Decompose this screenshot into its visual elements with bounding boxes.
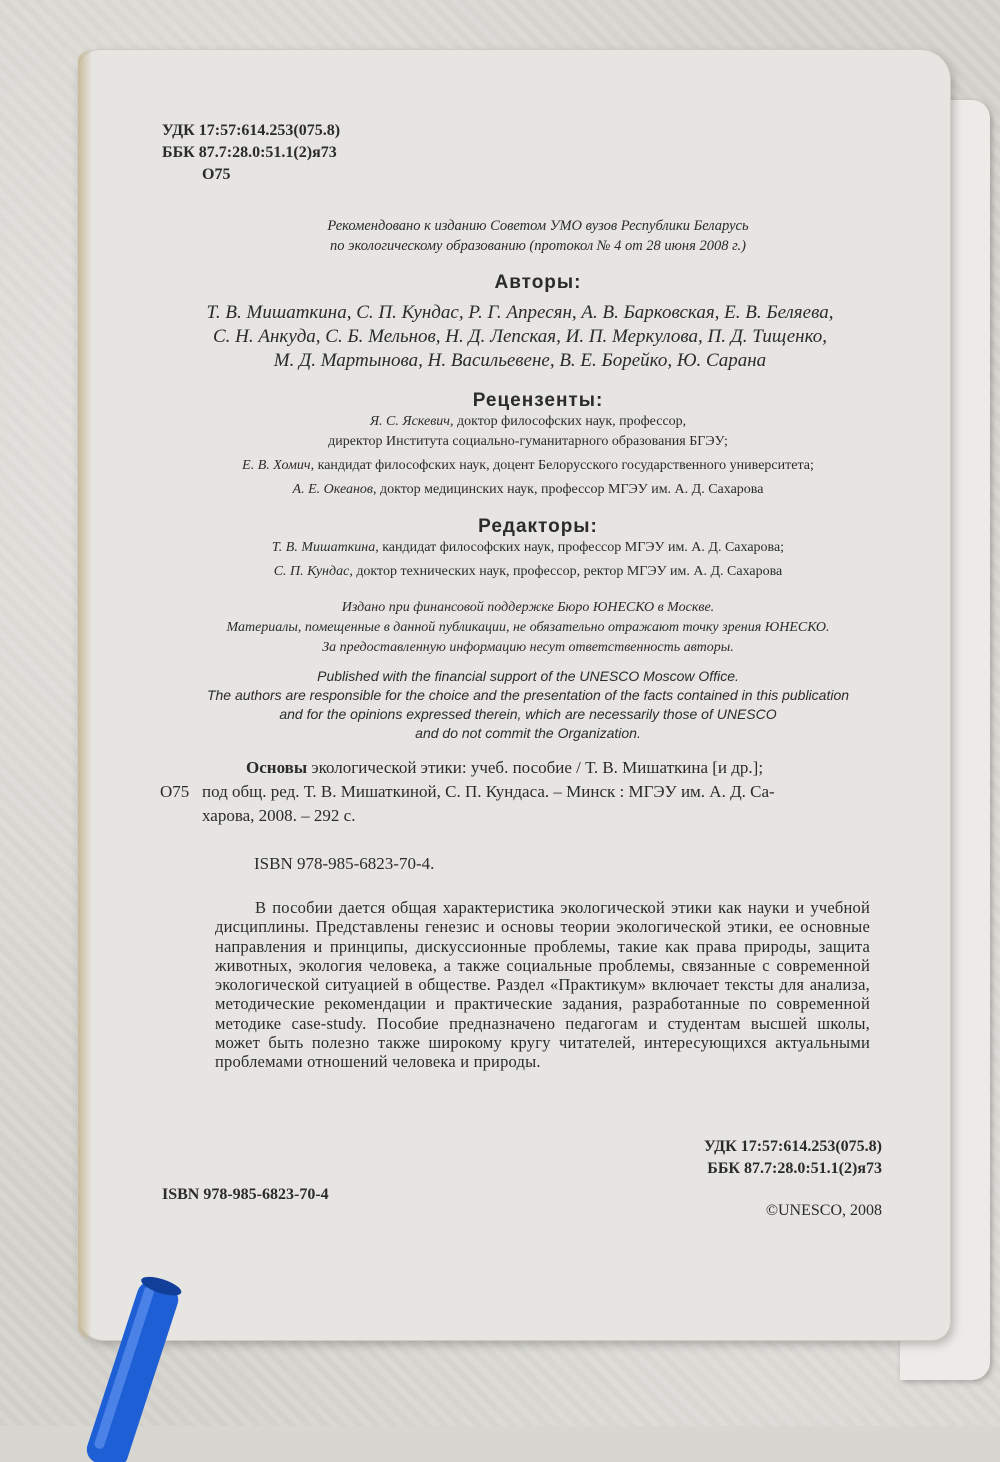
unesco-en-line-1: Published with the financial support of the UNESCO Moscow Office. [317, 668, 739, 684]
unesco-ru-line-3: За предоставленную информацию несут ответственность авторы. [322, 640, 734, 655]
reviewer-3-text: , доктор медицинских наук, профессор МГЭУ им. А. Д. Сахарова [373, 482, 764, 497]
editor-1-name: Т. В. Мишаткина [271, 540, 376, 555]
catalog-title-rest: экологической этики: учеб. пособие / Т. В. Мишаткина [и др.]; [307, 758, 764, 777]
catalog-line-3: харова, 2008. – 292 с. [202, 806, 356, 825]
recommendation-line-1: Рекомендовано к изданию Советом УМО вузов Республики Беларусь [327, 218, 749, 234]
editors-heading: Редакторы: [478, 516, 598, 537]
unesco-en-line-2: The authors are responsible for the choice and the presentation of the facts contained in this publication [206, 687, 850, 703]
authors-line-1: Т. В. Мишаткина, С. П. Кундас, Р. Г. Апресян, А. В. Барковская, Е. В. Беляева, [206, 302, 834, 323]
catalog-title-bold: Основы [246, 758, 308, 777]
book-page [78, 50, 950, 1340]
bbk-top: ББК 87.7:28.0:51.1(2)я73 [162, 144, 337, 161]
reviewer-3 [178, 482, 878, 498]
editor-1-text: , кандидат философских наук, профессор МГЭУ им. А. Д. Сахарова; [375, 540, 785, 555]
unesco-ru-line-1: Издано при финансовой поддержке Бюро ЮНЕСКО в Москве. [341, 600, 715, 615]
code-top: О75 [202, 166, 231, 183]
reviewer-2-name: Е. В. Хомич [242, 458, 311, 473]
isbn-bottom: ISBN 978-985-6823-70-4 [162, 1186, 329, 1203]
editor-2-text: , доктор технических наук, профессор, ректор МГЭУ им. А. Д. Сахарова [349, 564, 783, 579]
reviewer-1-name: Я. С. Яскевич [369, 414, 450, 429]
catalog-isbn: ISBN 978-985-6823-70-4. [254, 854, 435, 873]
editor-1 [178, 540, 878, 556]
bbk-bottom: ББК 87.7:28.0:51.1(2)я73 [707, 1160, 882, 1177]
authors-line-2: С. Н. Анкуда, С. Б. Мельнов, Н. Д. Лепская, И. П. Меркулова, П. Д. Тищенко, [213, 326, 827, 347]
reviewer-2-text: , кандидат философских наук, доцент Белорусского государственного университета; [310, 458, 814, 473]
unesco-en-line-4: and do not commit the Organization. [415, 725, 641, 741]
unesco-ru-line-2: Материалы, помещенные в данной публикации, не обязательно отражают точку зрения ЮНЕСКО. [226, 620, 830, 635]
reviewer-3-name: А. Е. Океанов [292, 482, 373, 497]
udk-top: УДК 17:57:614.253(075.8) [162, 122, 341, 139]
reviewer-2 [138, 458, 918, 474]
reviewer-1 [178, 414, 878, 430]
reviewer-1-text: , доктор философских наук, профессор, [449, 414, 687, 429]
reviewers-heading: Рецензенты: [472, 390, 604, 411]
udk-bottom: УДК 17:57:614.253(075.8) [703, 1138, 882, 1155]
recommendation-line-2: по экологическому образованию (протокол № 4 от 28 июня 2008 г.) [329, 238, 747, 254]
copyright: ©UNESCO, 2008 [765, 1202, 882, 1219]
editor-2 [178, 564, 878, 580]
catalog-line-2: под общ. ред. Т. В. Мишаткиной, С. П. Кундаса. – Минск : МГЭУ им. А. Д. Са- [202, 782, 775, 801]
blue-pen [80, 1272, 190, 1462]
authors-line-3: М. Д. Мартынова, Н. Васильевене, В. Е. Борейко, Ю. Сарана [273, 350, 767, 371]
catalog-code: О75 [160, 782, 190, 801]
authors-heading: Авторы: [494, 272, 582, 293]
reviewer-1-affiliation: директор Института социально-гуманитарного образования БГЭУ; [328, 434, 728, 449]
unesco-en-line-3: and for the opinions expressed therein, which are necessarily those of UNESCO [279, 706, 777, 722]
abstract-paragraph: В пособии дается общая характеристика экологической этики как науки и учебной дисциплины. Представлены генезис и основы теории экологической этики, ее основные направления и принципы, дискуссионные проблемы, такие как права природы, защита животных, экология человека, а также социальные проблемы, связанные с современной экологической ситуацией в обществе. Раздел «Практикум» включает тексты для анализа, методические рекомендации и практические задания, разработанные по современной методике case-study. Пособие предназначено педагогам и студентам высшей школы, может быть полезно также широкому кругу читателей, интересующихся актуальными проблемами отношений человека и природы. [215, 898, 870, 1072]
editor-2-name: С. П. Кундас [273, 564, 350, 579]
catalog-line-1 [246, 758, 763, 778]
reviewer-1-continued [178, 434, 878, 450]
